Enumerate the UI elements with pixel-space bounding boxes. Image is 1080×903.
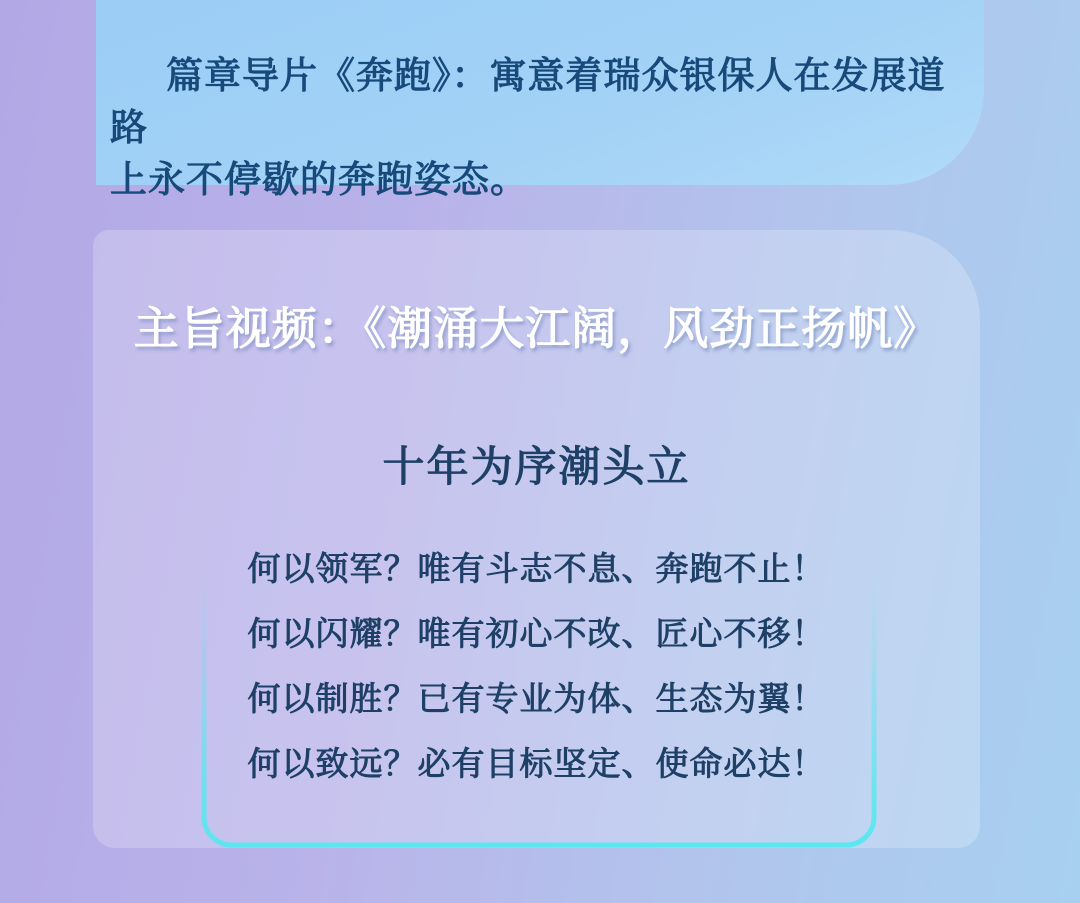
main-card — [93, 230, 980, 848]
slogan-line: 何以闪耀？唯有初心不改、匠心不移！ — [247, 615, 826, 652]
slogan-list — [93, 536, 980, 796]
slogan-line: 何以致远？必有目标坚定、使命必达！ — [247, 745, 826, 782]
section-headline: 十年为序潮头立 — [382, 443, 691, 490]
slogan-line: 何以领军？唯有斗志不息、奔跑不止！ — [247, 550, 826, 587]
intro-bubble — [96, 0, 984, 200]
intro-text-line-1: 篇章导片《奔跑》：寓意着瑞众银保人在发展道路 — [110, 55, 946, 148]
slogan-line: 何以制胜？已有专业为体、生态为翼！ — [247, 680, 826, 717]
intro-text-line-2: 上永不停歇的奔跑姿态。 — [110, 159, 528, 200]
video-title: 主旨视频：《潮涌大江阔，风劲正扬帆》 — [133, 303, 940, 354]
